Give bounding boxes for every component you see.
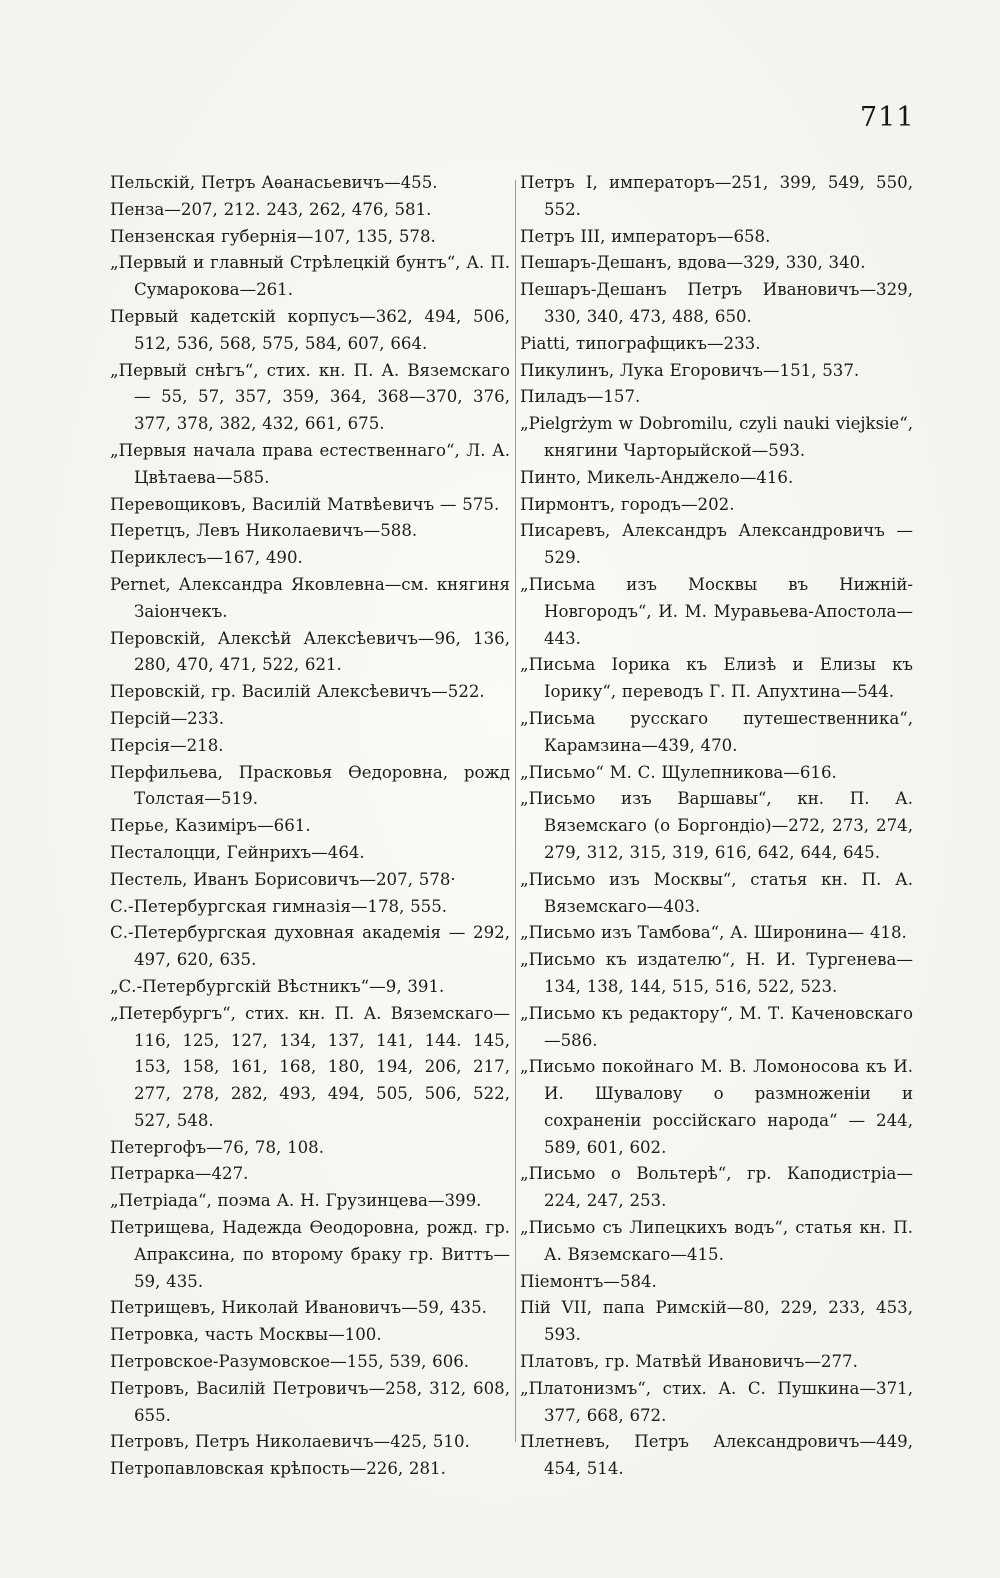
index-entry: Петровка, часть Москвы—100.: [110, 1325, 382, 1345]
index-entry: Петергофъ—76, 78, 108.: [110, 1137, 325, 1157]
index-entry: „Первыя начала права естественнаго“, Л. А. Цвѣтаева—585.: [110, 440, 510, 487]
index-entry: Перье, Казиміръ—661.: [110, 816, 311, 836]
index-entry: „Письма Іорика къ Елизѣ и Елизы къ Іорику“, переводъ Г. П. Апухтина—544.: [520, 655, 913, 702]
index-entry: „Письма изъ Москвы въ Нижній-Новгородъ“, И. М. Муравьева-Апостола— 443.: [520, 574, 913, 648]
page-number: 711: [860, 102, 915, 133]
index-entry: Piatti, типографщикъ—233.: [520, 333, 761, 353]
index-entry: Петрарка—427.: [110, 1164, 249, 1184]
index-entry: „Письмо покойнаго М. В. Ломоносова къ И. И. Шувалову о размноженіи и сохраненіи россійскаго народа“ — 244, 589, 601, 602.: [520, 1057, 913, 1157]
index-entry: Пешаръ-Дешанъ, вдова—329, 330, 340.: [520, 253, 866, 273]
index-entry: „Письма русскаго путешественника“, Карамзина—439, 470.: [520, 708, 913, 755]
index-entry: Перовскій, Алексѣй Алексѣевичъ—96, 136, 280, 470, 471, 522, 621.: [110, 628, 510, 675]
index-entry: Петръ III, императоръ—658.: [520, 226, 771, 246]
index-entry: „Письмо къ издателю“, Н. И. Тургенева— 134, 138, 144, 515, 516, 522, 523.: [520, 950, 913, 996]
index-entry: Перовскій, гр. Василій Алексѣевичъ—522.: [110, 682, 485, 702]
index-entry: Пестель, Иванъ Борисовичъ—207, 578·: [110, 869, 456, 889]
index-entry: С.-Петербургская гимназія—178, 555.: [110, 896, 448, 916]
index-entry: Платовъ, гр. Матвѣй Ивановичъ—277.: [520, 1352, 858, 1372]
index-entry: Перевощиковъ, Василій Матвѣевичъ — 575.: [110, 494, 500, 514]
index-entry: „Письмо изъ Тамбова“, А. Широнина— 418.: [520, 923, 907, 943]
index-entry: „С.-Петербургскій Вѣстникъ“—9, 391.: [110, 976, 445, 996]
index-entry: Писаревъ, Александръ Александровичъ — 529.: [520, 521, 913, 568]
index-entry: Петровское-Разумовское—155, 539, 606.: [110, 1352, 470, 1372]
index-entry: Перфильева, Прасковья Ѳедоровна, рожд Толстая—519.: [110, 762, 510, 809]
index-entry: „Платонизмъ“, стих. А. С. Пушкина—371, 377, 668, 672.: [520, 1378, 913, 1425]
index-entry: Петровъ, Василій Петровичъ—258, 312, 608, 655.: [110, 1378, 510, 1425]
index-entry: „Первый снѣгъ“, стих. кн. П. А. Вяземскаго — 55, 57, 357, 359, 364, 368—370, 376, 377, 378, 382, 432, 661, 675.: [110, 360, 510, 434]
index-entry: Пирмонтъ, городъ—202.: [520, 494, 735, 514]
index-entry: Pernet, Александра Яковлевна—см. княгиня Заіончекъ.: [110, 574, 510, 621]
index-entry: „Письмо съ Липецкихъ водъ“, статья кн. П. А. Вяземскаго—415.: [520, 1218, 913, 1264]
index-entry: Петрищева, Надежда Ѳеодоровна, рожд. гр. Апраксина, по второму браку гр. Виттъ—59, 435.: [110, 1218, 510, 1291]
index-entry: Петропавловская крѣпость—226, 281.: [110, 1459, 446, 1479]
index-entry: Пешаръ-Дешанъ Петръ Ивановичъ—329, 330, 340, 473, 488, 650.: [520, 280, 913, 326]
index-entry: Піемонтъ—584.: [520, 1271, 657, 1291]
index-entry: „Письмо къ редактору“, М. Т. Каченовскаго—586.: [520, 1003, 913, 1050]
index-entry: Петрищевъ, Николай Ивановичъ—59, 435.: [110, 1298, 487, 1318]
index-entry: Периклесъ—167, 490.: [110, 548, 303, 568]
index-entry: Пельскій, Петръ Аѳанасьевичъ—455.: [110, 173, 438, 192]
index-entry: Пинто, Микель-Анджело—416.: [520, 467, 794, 487]
index-entry: „Петріада“, поэма А. Н. Грузинцева—399.: [110, 1191, 482, 1211]
index-entry: Перетцъ, Левъ Николаевичъ—588.: [110, 521, 418, 541]
index-entry: Петровъ, Петръ Николаевичъ—425, 510.: [110, 1432, 470, 1452]
index-entry: Первый кадетскій корпусъ—362, 494, 506, 512, 536, 568, 575, 584, 607, 664.: [110, 306, 510, 353]
index-column-right: [520, 170, 913, 1483]
index-entry: Пензенская губернія—107, 135, 578.: [110, 226, 436, 246]
index-entry: „Письмо“ М. С. Щулепникова—616.: [520, 762, 837, 782]
index-entry: „Первый и главный Стрѣлецкій бунтъ“, А. П. Сумарокова—261.: [110, 253, 510, 300]
index-entry: Персія—218.: [110, 735, 224, 755]
index-column-left: [110, 170, 510, 1483]
index-entry: Песталоцци, Гейнрихъ—464.: [110, 842, 365, 862]
index-entry: „Письмо о Вольтерѣ“, гр. Каподистріа— 224, 247, 253.: [520, 1164, 913, 1211]
index-entry: „Петербургъ“, стих. кн. П. А. Вяземскаго—116, 125, 127, 134, 137, 141, 144. 145, 153, 158, 161, 168, 180, 194, 206, 217, 277, 278, 282, 493, 494, 505, 506, 522, 527, 548.: [110, 1003, 510, 1130]
index-entry: Пикулинъ, Лука Егоровичъ—151, 537.: [520, 360, 860, 380]
index-entry: Пиладъ—157.: [520, 387, 641, 407]
index-entry: „Pielgrżym w Dobromilu, czyli nauki viejksie“, княгини Чарторыйской—593.: [520, 414, 913, 460]
index-entry: Пенза—207, 212. 243, 262, 476, 581.: [110, 199, 432, 219]
index-entry: С.-Петербургская духовная академія — 292, 497, 620, 635.: [110, 923, 510, 970]
index-entry: Персій—233.: [110, 708, 225, 728]
index-entry: „Письмо изъ Варшавы“, кн. П. А. Вяземскаго (о Боргондіо)—272, 273, 274, 279, 312, 315, 319, 616, 642, 644, 645.: [520, 789, 913, 862]
index-entry: „Письмо изъ Москвы“, статья кн. П. А. Вяземскаго—403.: [520, 869, 913, 916]
index-entry: Пій VII, папа Римскій—80, 229, 233, 453, 593.: [520, 1298, 913, 1345]
column-divider: [515, 180, 516, 1442]
index-entry: Петръ I, императоръ—251, 399, 549, 550, 552.: [520, 173, 913, 219]
index-entry: Плетневъ, Петръ Александровичъ—449, 454, 514.: [520, 1432, 913, 1479]
